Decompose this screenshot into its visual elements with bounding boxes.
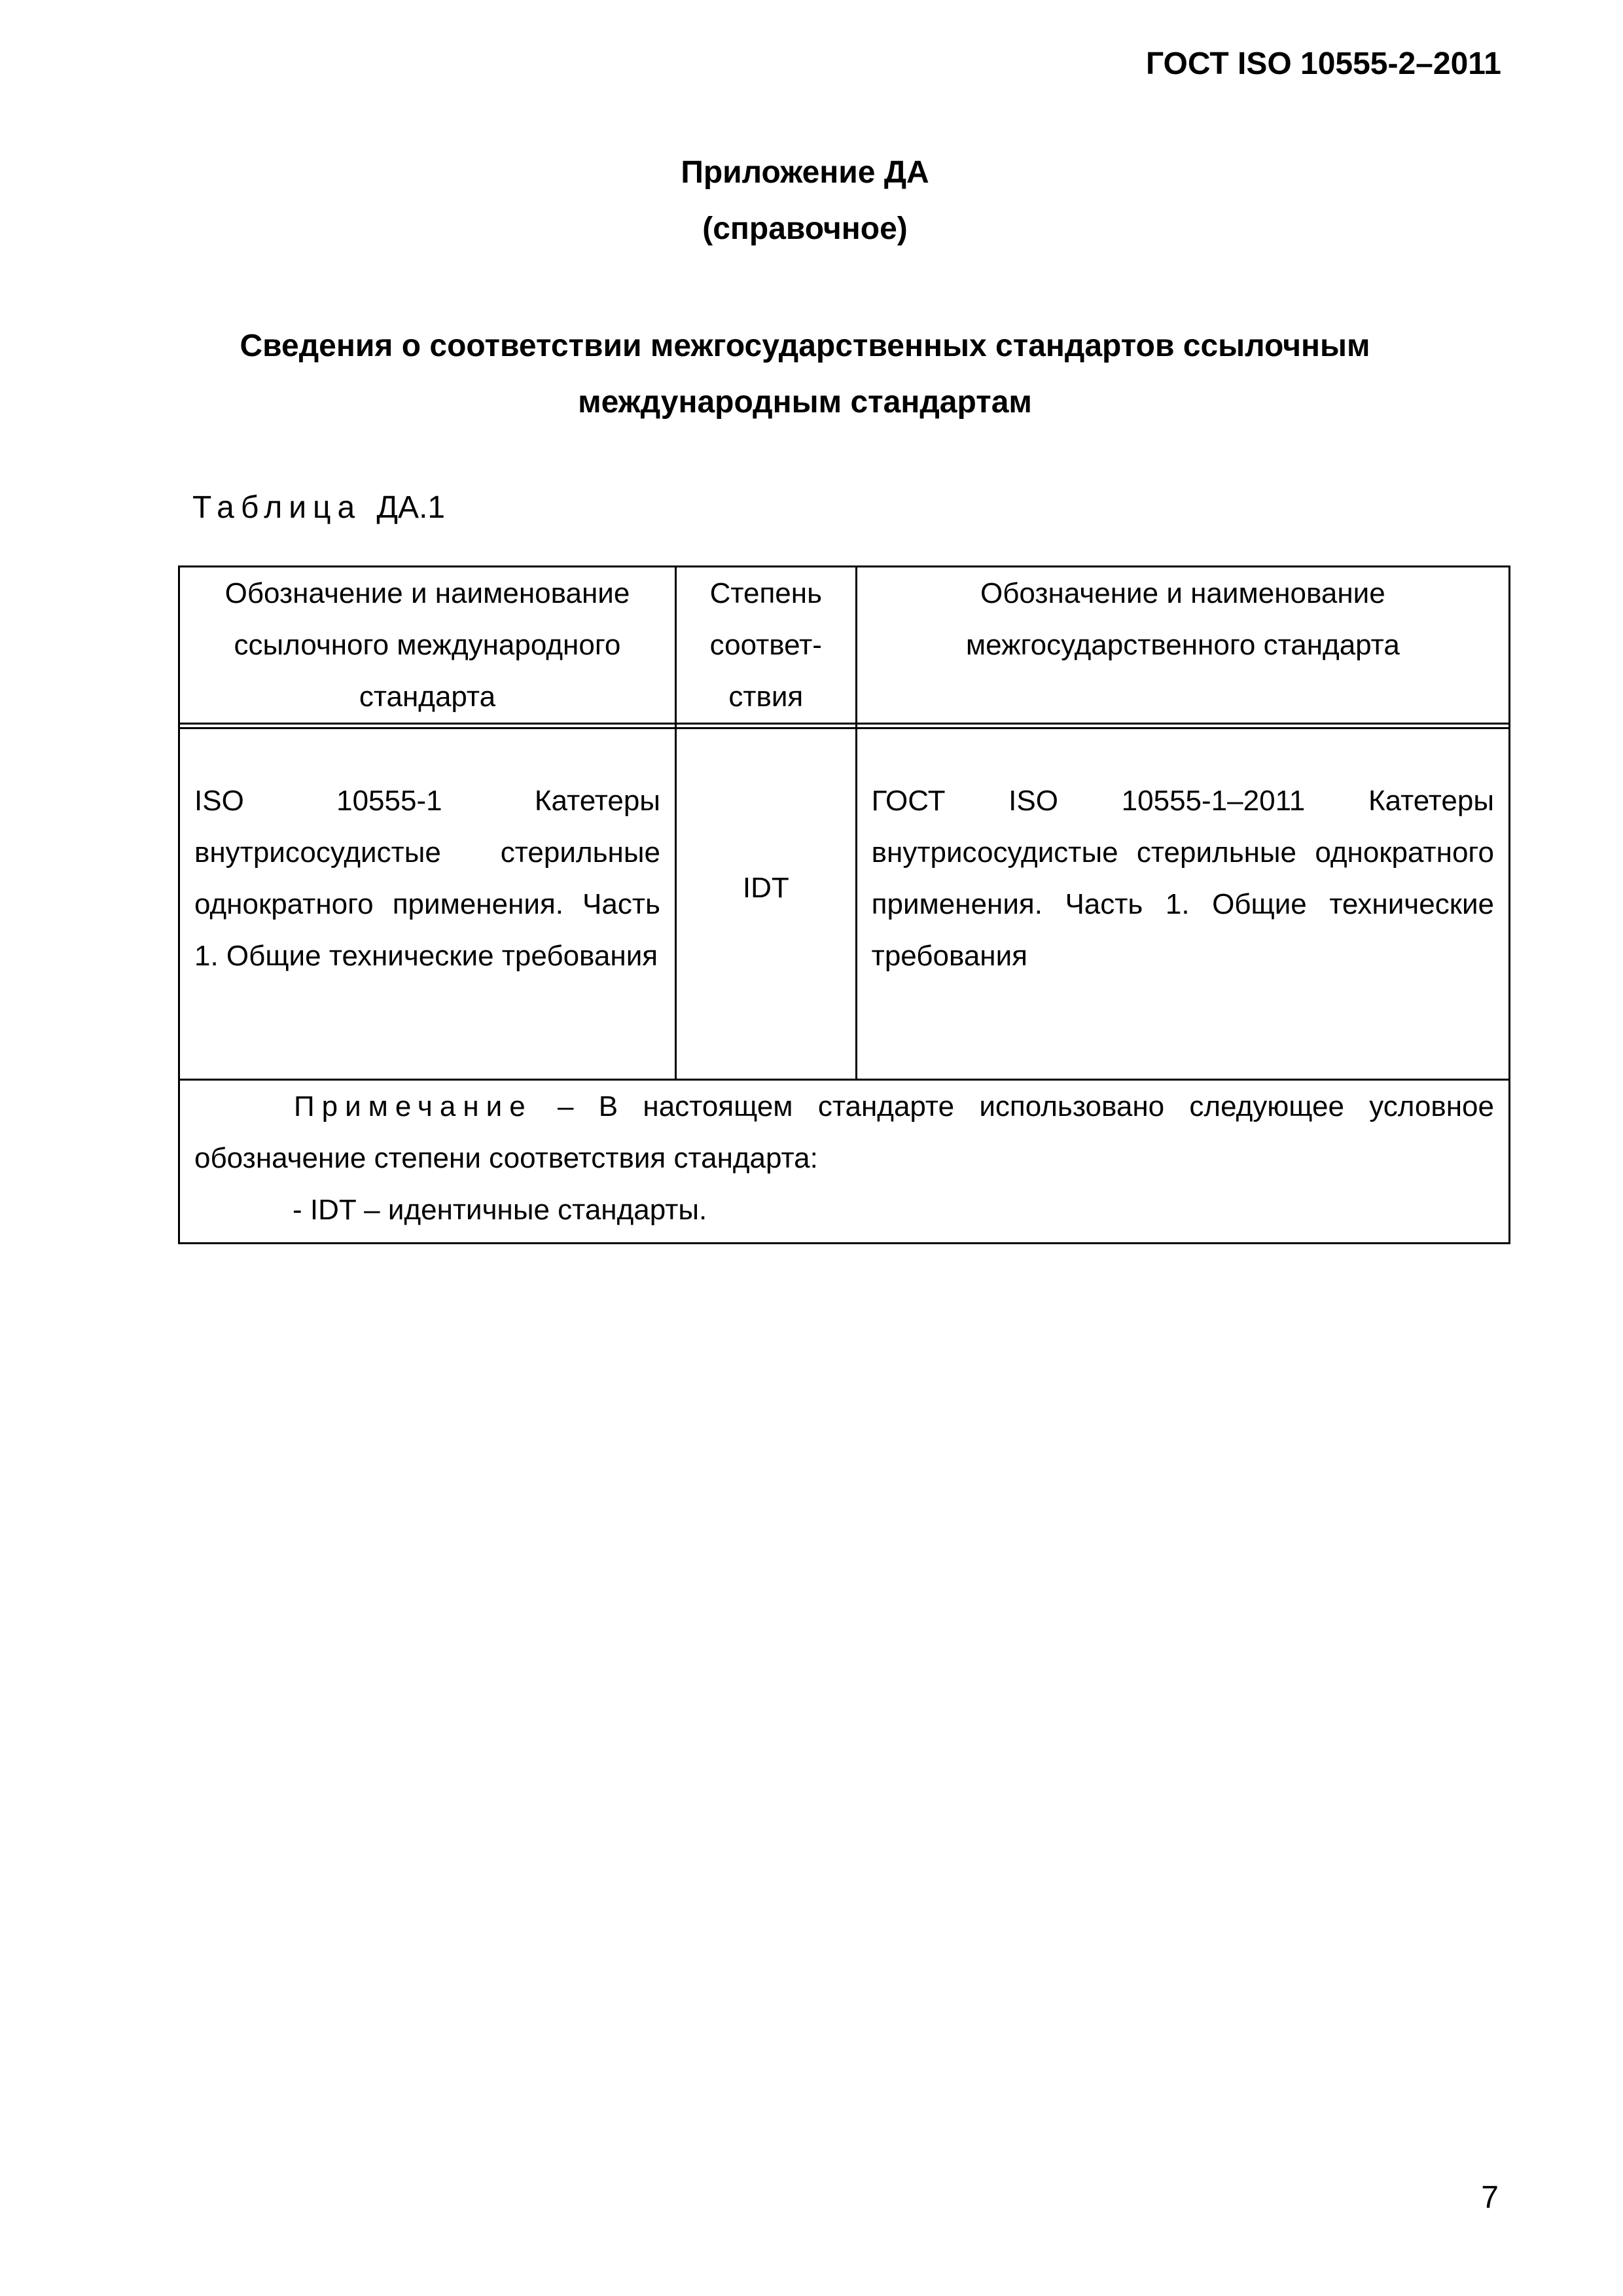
international-standard-cell: ISO 10555-1 Катетеры внутрисосудистые стерильные однократного применения. Часть 1. Общие технические требования [179,728,676,1080]
appendix-title: Приложение ДА [681,155,929,190]
section-title [0,318,1616,431]
header-line: стандарта [359,681,496,713]
header-international-standard [179,567,676,724]
header-line: Обозначение и наименование [224,577,630,609]
note-row [179,1080,1510,1244]
interstate-standard-cell: ГОСТ ISO 10555-1–2011 Катетеры внутрисосудистые стерильные однократного применения. Часть 1. Общие технические требования [856,728,1509,1080]
header-line: ссылочного международного [234,629,621,661]
header-line: Степень [709,577,823,609]
table-caption [192,490,445,526]
header-separator-row [179,724,1510,728]
section-title-line-1: Сведения о соответствии межгосударственных стандартов ссылочным [240,329,1370,363]
note-label: Примечание [294,1090,533,1122]
table-caption-number: ДА.1 [376,490,446,525]
document-number: ГОСТ ISO 10555-2–2011 [1145,46,1501,81]
note-cell [179,1080,1510,1244]
header-line: ствия [728,681,804,713]
section-title-line-2: международным стандартам [578,385,1032,420]
degree-cell: IDT [675,728,856,1080]
table-row [179,728,1510,1080]
header-degree [675,567,856,724]
header-line: соответ- [709,629,822,661]
header-interstate-standard [856,567,1509,724]
standards-table [178,565,1510,1244]
note-text [194,1081,1494,1184]
note-item: - IDT – идентичные стандарты. [293,1194,707,1226]
header-line: межгосударственного стандарта [965,629,1400,661]
header-line: Обозначение и наименование [980,577,1385,609]
table-caption-word: Таблица [192,490,362,525]
table-header-row [179,567,1510,724]
appendix-kind: (справочное) [702,211,908,246]
note-body: – В настоящем стандарте использовано следующее условное обозначение степени соответствия стандарта: [194,1090,1494,1174]
page-number: 7 [1481,2180,1499,2215]
